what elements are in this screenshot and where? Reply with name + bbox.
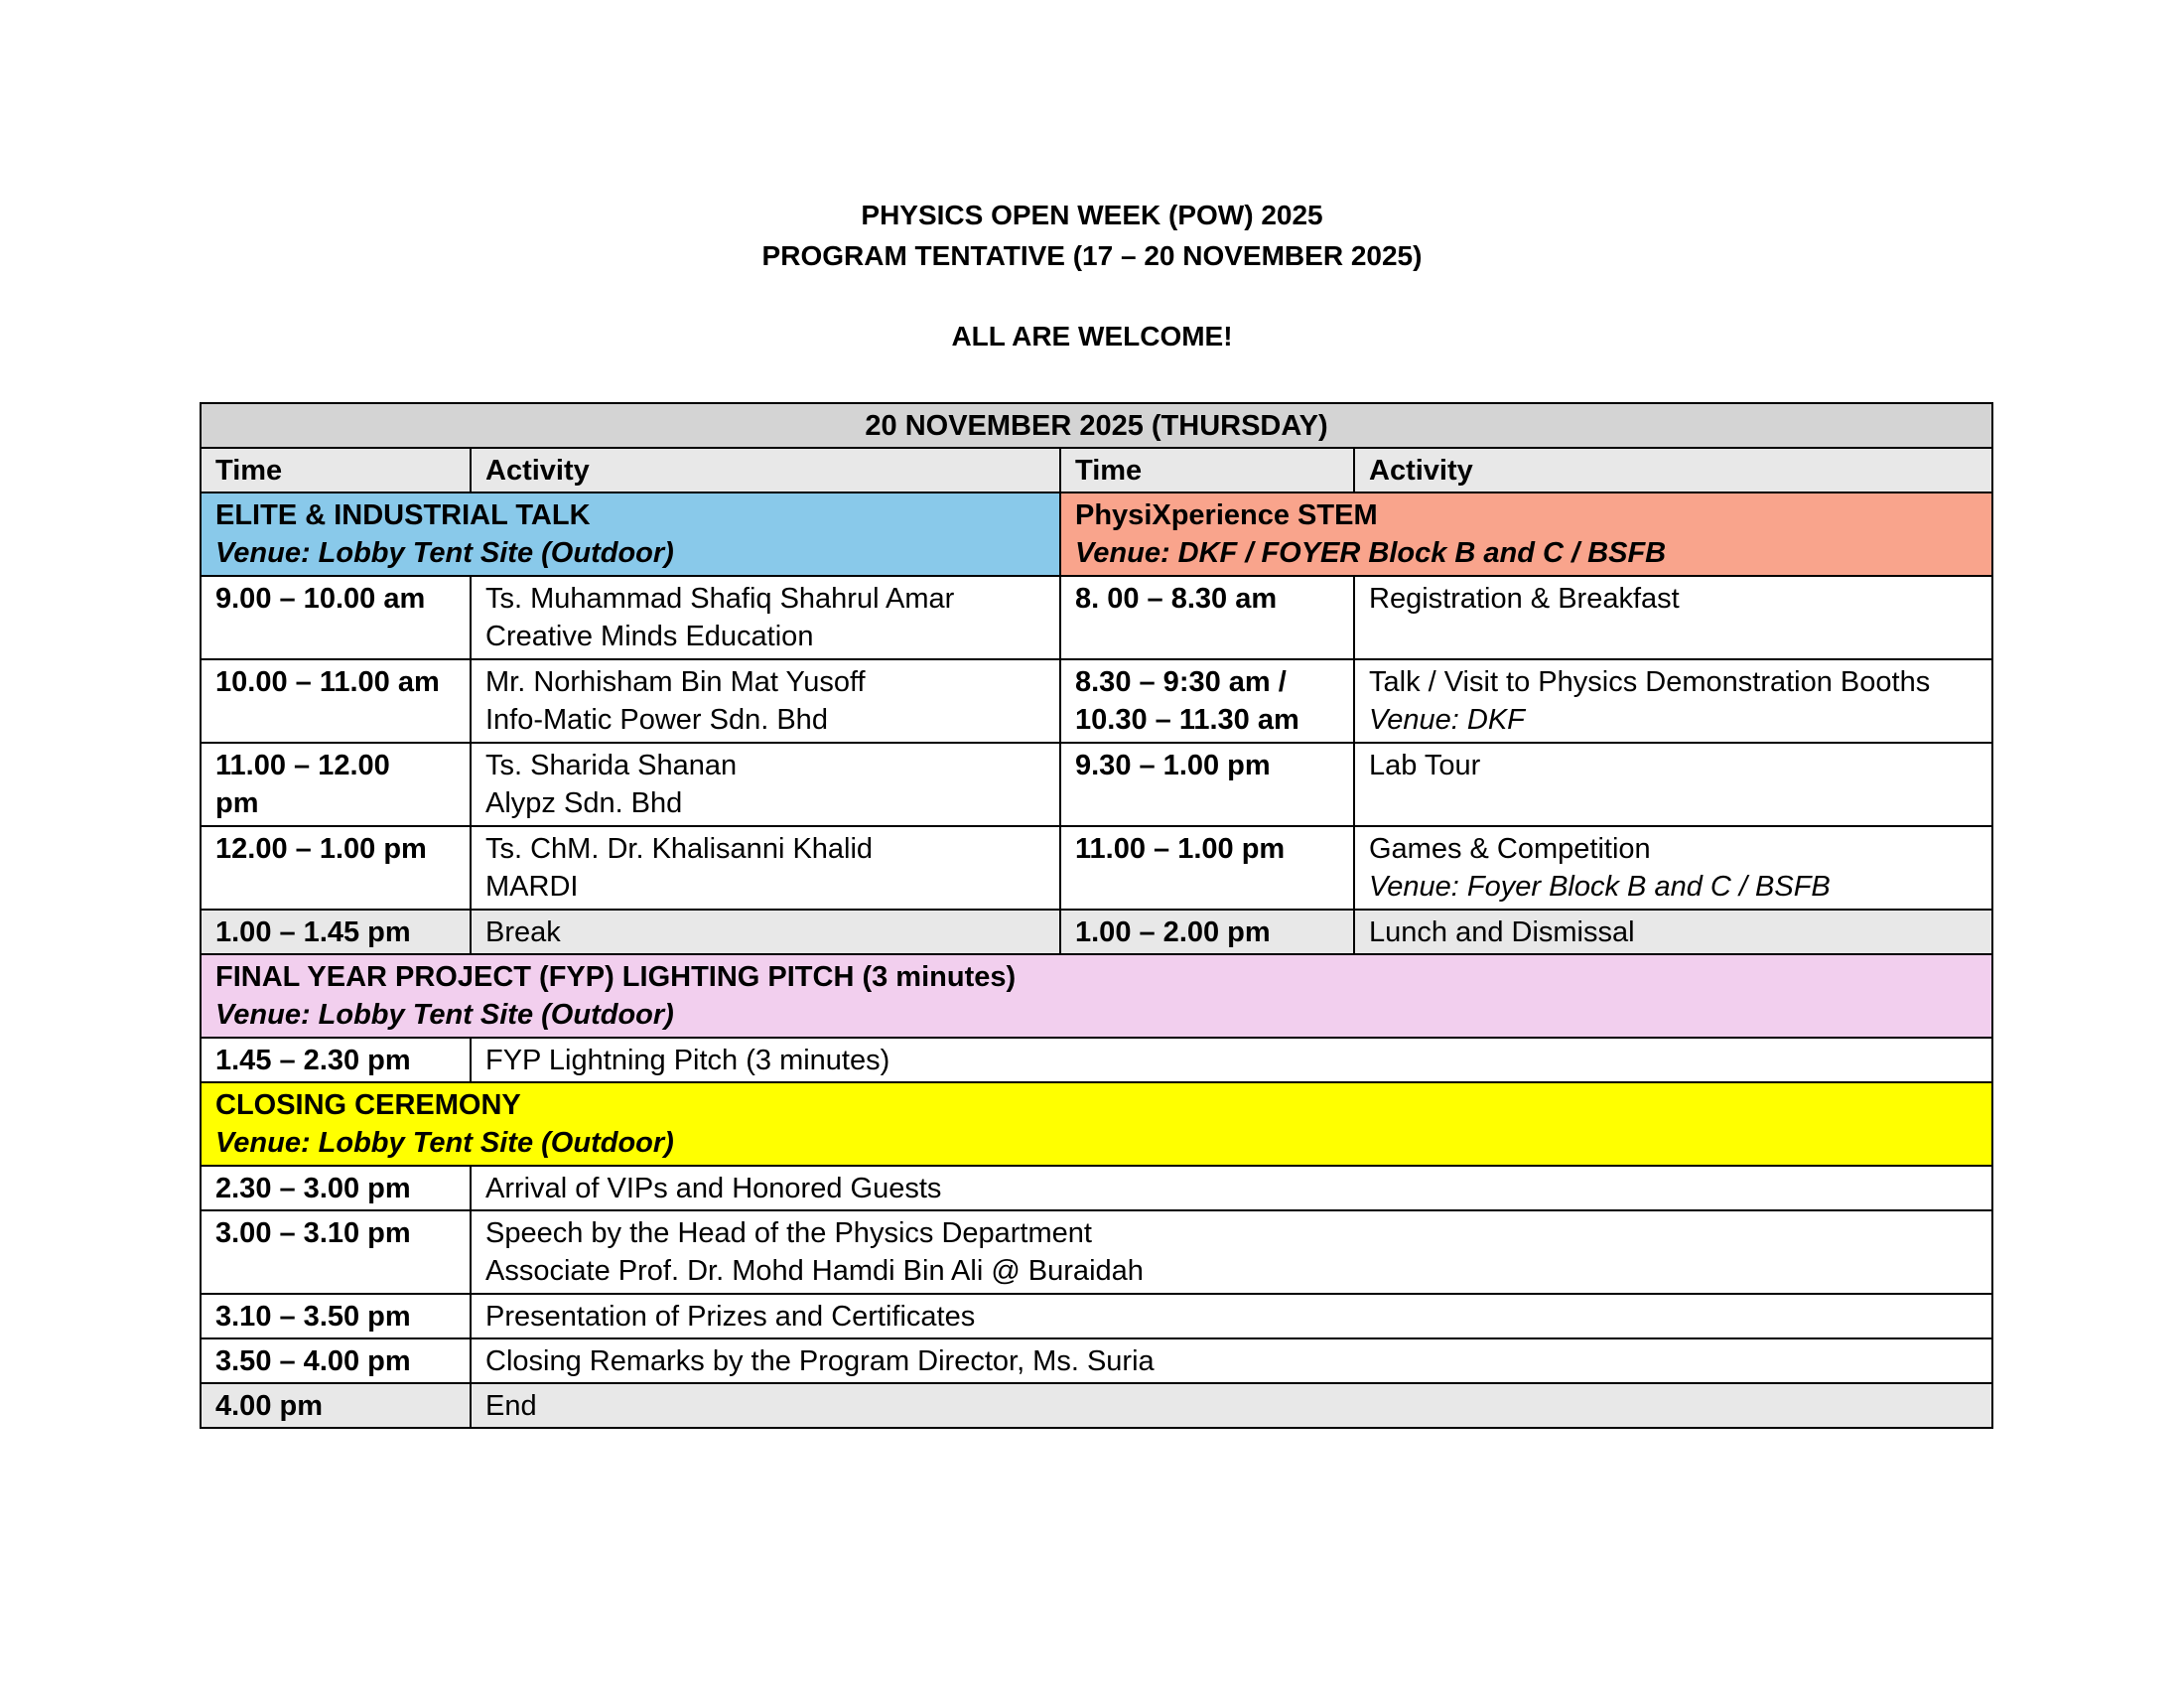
- table-row: [201, 1383, 1992, 1428]
- stem-title: PhysiXperience STEM: [1075, 499, 1378, 531]
- speaker-name: Mr. Norhisham Bin Mat Yusoff: [485, 666, 866, 698]
- stem-time-line: 8.30 – 9:30 am /: [1075, 666, 1287, 698]
- table-row: [201, 1038, 1992, 1082]
- speaker-org: Info-Matic Power Sdn. Bhd: [485, 704, 828, 736]
- fyp-title: FINAL YEAR PROJECT (FYP) LIGHTING PITCH (3 minutes): [215, 961, 1017, 993]
- stem-venue: Venue: DKF / FOYER Block B and C / BSFB: [1075, 537, 1667, 569]
- fyp-activity: FYP Lightning Pitch (3 minutes): [471, 1038, 1992, 1082]
- speaker-org: MARDI: [485, 871, 579, 903]
- table-row: [201, 1210, 1992, 1294]
- closing-time: 3.50 – 4.00 pm: [201, 1338, 471, 1383]
- header-activity-2: Activity: [1354, 448, 1992, 492]
- stem-activity-venue: Venue: Foyer Block B and C / BSFB: [1369, 871, 1831, 903]
- elite-speaker: [471, 576, 1060, 659]
- elite-time: [201, 743, 471, 826]
- closing-activity: Closing Remarks by the Program Director, Ms. Suria: [471, 1338, 1992, 1383]
- fyp-venue: Venue: Lobby Tent Site (Outdoor): [215, 999, 674, 1031]
- closing-activity-line: Speech by the Head of the Physics Department: [485, 1217, 1092, 1249]
- stem-activity-text: Games & Competition: [1369, 833, 1651, 865]
- section-header-row: [201, 954, 1992, 1038]
- closing-time: 2.30 – 3.00 pm: [201, 1166, 471, 1210]
- table-row: [201, 743, 1992, 826]
- stem-time: 9.30 – 1.00 pm: [1060, 743, 1354, 826]
- elite-time: 1.00 – 1.45 pm: [201, 910, 471, 954]
- elite-section-header: [201, 492, 1060, 576]
- closing-time: 4.00 pm: [201, 1383, 471, 1428]
- schedule-table: [200, 402, 1993, 1429]
- elite-time: 9.00 – 10.00 am: [201, 576, 471, 659]
- table-row: [201, 910, 1992, 954]
- stem-activity: [1354, 659, 1992, 743]
- header-time-1: Time: [201, 448, 471, 492]
- document-title: PHYSICS OPEN WEEK (POW) 2025: [861, 200, 1323, 230]
- fyp-time: 1.45 – 2.30 pm: [201, 1038, 471, 1082]
- column-header-row: [201, 448, 1992, 492]
- closing-activity: End: [471, 1383, 1992, 1428]
- stem-time: 1.00 – 2.00 pm: [1060, 910, 1354, 954]
- speaker-name: Ts. Muhammad Shafiq Shahrul Amar: [485, 583, 955, 615]
- section-header-row: [201, 1082, 1992, 1166]
- table-row: [201, 826, 1992, 910]
- elite-time: 12.00 – 1.00 pm: [201, 826, 471, 910]
- stem-activity-venue: Venue: DKF: [1369, 704, 1525, 736]
- elite-venue: Venue: Lobby Tent Site (Outdoor): [215, 537, 674, 569]
- closing-title: CLOSING CEREMONY: [215, 1089, 521, 1121]
- table-row: [201, 659, 1992, 743]
- date-row: [201, 403, 1992, 448]
- closing-activity: Arrival of VIPs and Honored Guests: [471, 1166, 1992, 1210]
- stem-time: [1060, 659, 1354, 743]
- table-row: [201, 1338, 1992, 1383]
- elite-time-line: pm: [215, 787, 259, 819]
- elite-speaker: [471, 826, 1060, 910]
- speaker-name: Ts. Sharida Shanan: [485, 750, 738, 781]
- stem-time: 8. 00 – 8.30 am: [1060, 576, 1354, 659]
- closing-venue: Venue: Lobby Tent Site (Outdoor): [215, 1127, 674, 1159]
- closing-time: 3.10 – 3.50 pm: [201, 1294, 471, 1338]
- fyp-section-header: [201, 954, 1992, 1038]
- closing-activity-line: Associate Prof. Dr. Mohd Hamdi Bin Ali @ Buraidah: [485, 1255, 1144, 1287]
- closing-time: 3.00 – 3.10 pm: [201, 1210, 471, 1294]
- closing-activity: [471, 1210, 1992, 1294]
- table-row: [201, 1294, 1992, 1338]
- stem-section-header: [1060, 492, 1992, 576]
- section-header-row: [201, 492, 1992, 576]
- elite-speaker: [471, 743, 1060, 826]
- stem-activity-text: Talk / Visit to Physics Demonstration Booths: [1369, 666, 1931, 698]
- welcome-text: ALL ARE WELCOME!: [951, 321, 1233, 352]
- elite-speaker: [471, 659, 1060, 743]
- table-row: [201, 576, 1992, 659]
- elite-title: ELITE & INDUSTRIAL TALK: [215, 499, 591, 531]
- elite-time: 10.00 – 11.00 am: [201, 659, 471, 743]
- speaker-name: Ts. ChM. Dr. Khalisanni Khalid: [485, 833, 874, 865]
- stem-time: 11.00 – 1.00 pm: [1060, 826, 1354, 910]
- speaker-org: Alypz Sdn. Bhd: [485, 787, 683, 819]
- stem-activity: Registration & Breakfast: [1354, 576, 1992, 659]
- date-heading: 20 NOVEMBER 2025 (THURSDAY): [201, 403, 1992, 448]
- elite-activity: Break: [471, 910, 1060, 954]
- closing-activity: Presentation of Prizes and Certificates: [471, 1294, 1992, 1338]
- closing-section-header: [201, 1082, 1992, 1166]
- stem-activity: Lunch and Dismissal: [1354, 910, 1992, 954]
- table-row: [201, 1166, 1992, 1210]
- document-subtitle: PROGRAM TENTATIVE (17 – 20 NOVEMBER 2025): [761, 240, 1423, 271]
- stem-activity: Lab Tour: [1354, 743, 1992, 826]
- speaker-org: Creative Minds Education: [485, 621, 814, 652]
- elite-time-line: 11.00 – 12.00: [215, 750, 390, 781]
- stem-time-line: 10.30 – 11.30 am: [1075, 704, 1299, 736]
- header-activity-1: Activity: [471, 448, 1060, 492]
- stem-activity: [1354, 826, 1992, 910]
- header-time-2: Time: [1060, 448, 1354, 492]
